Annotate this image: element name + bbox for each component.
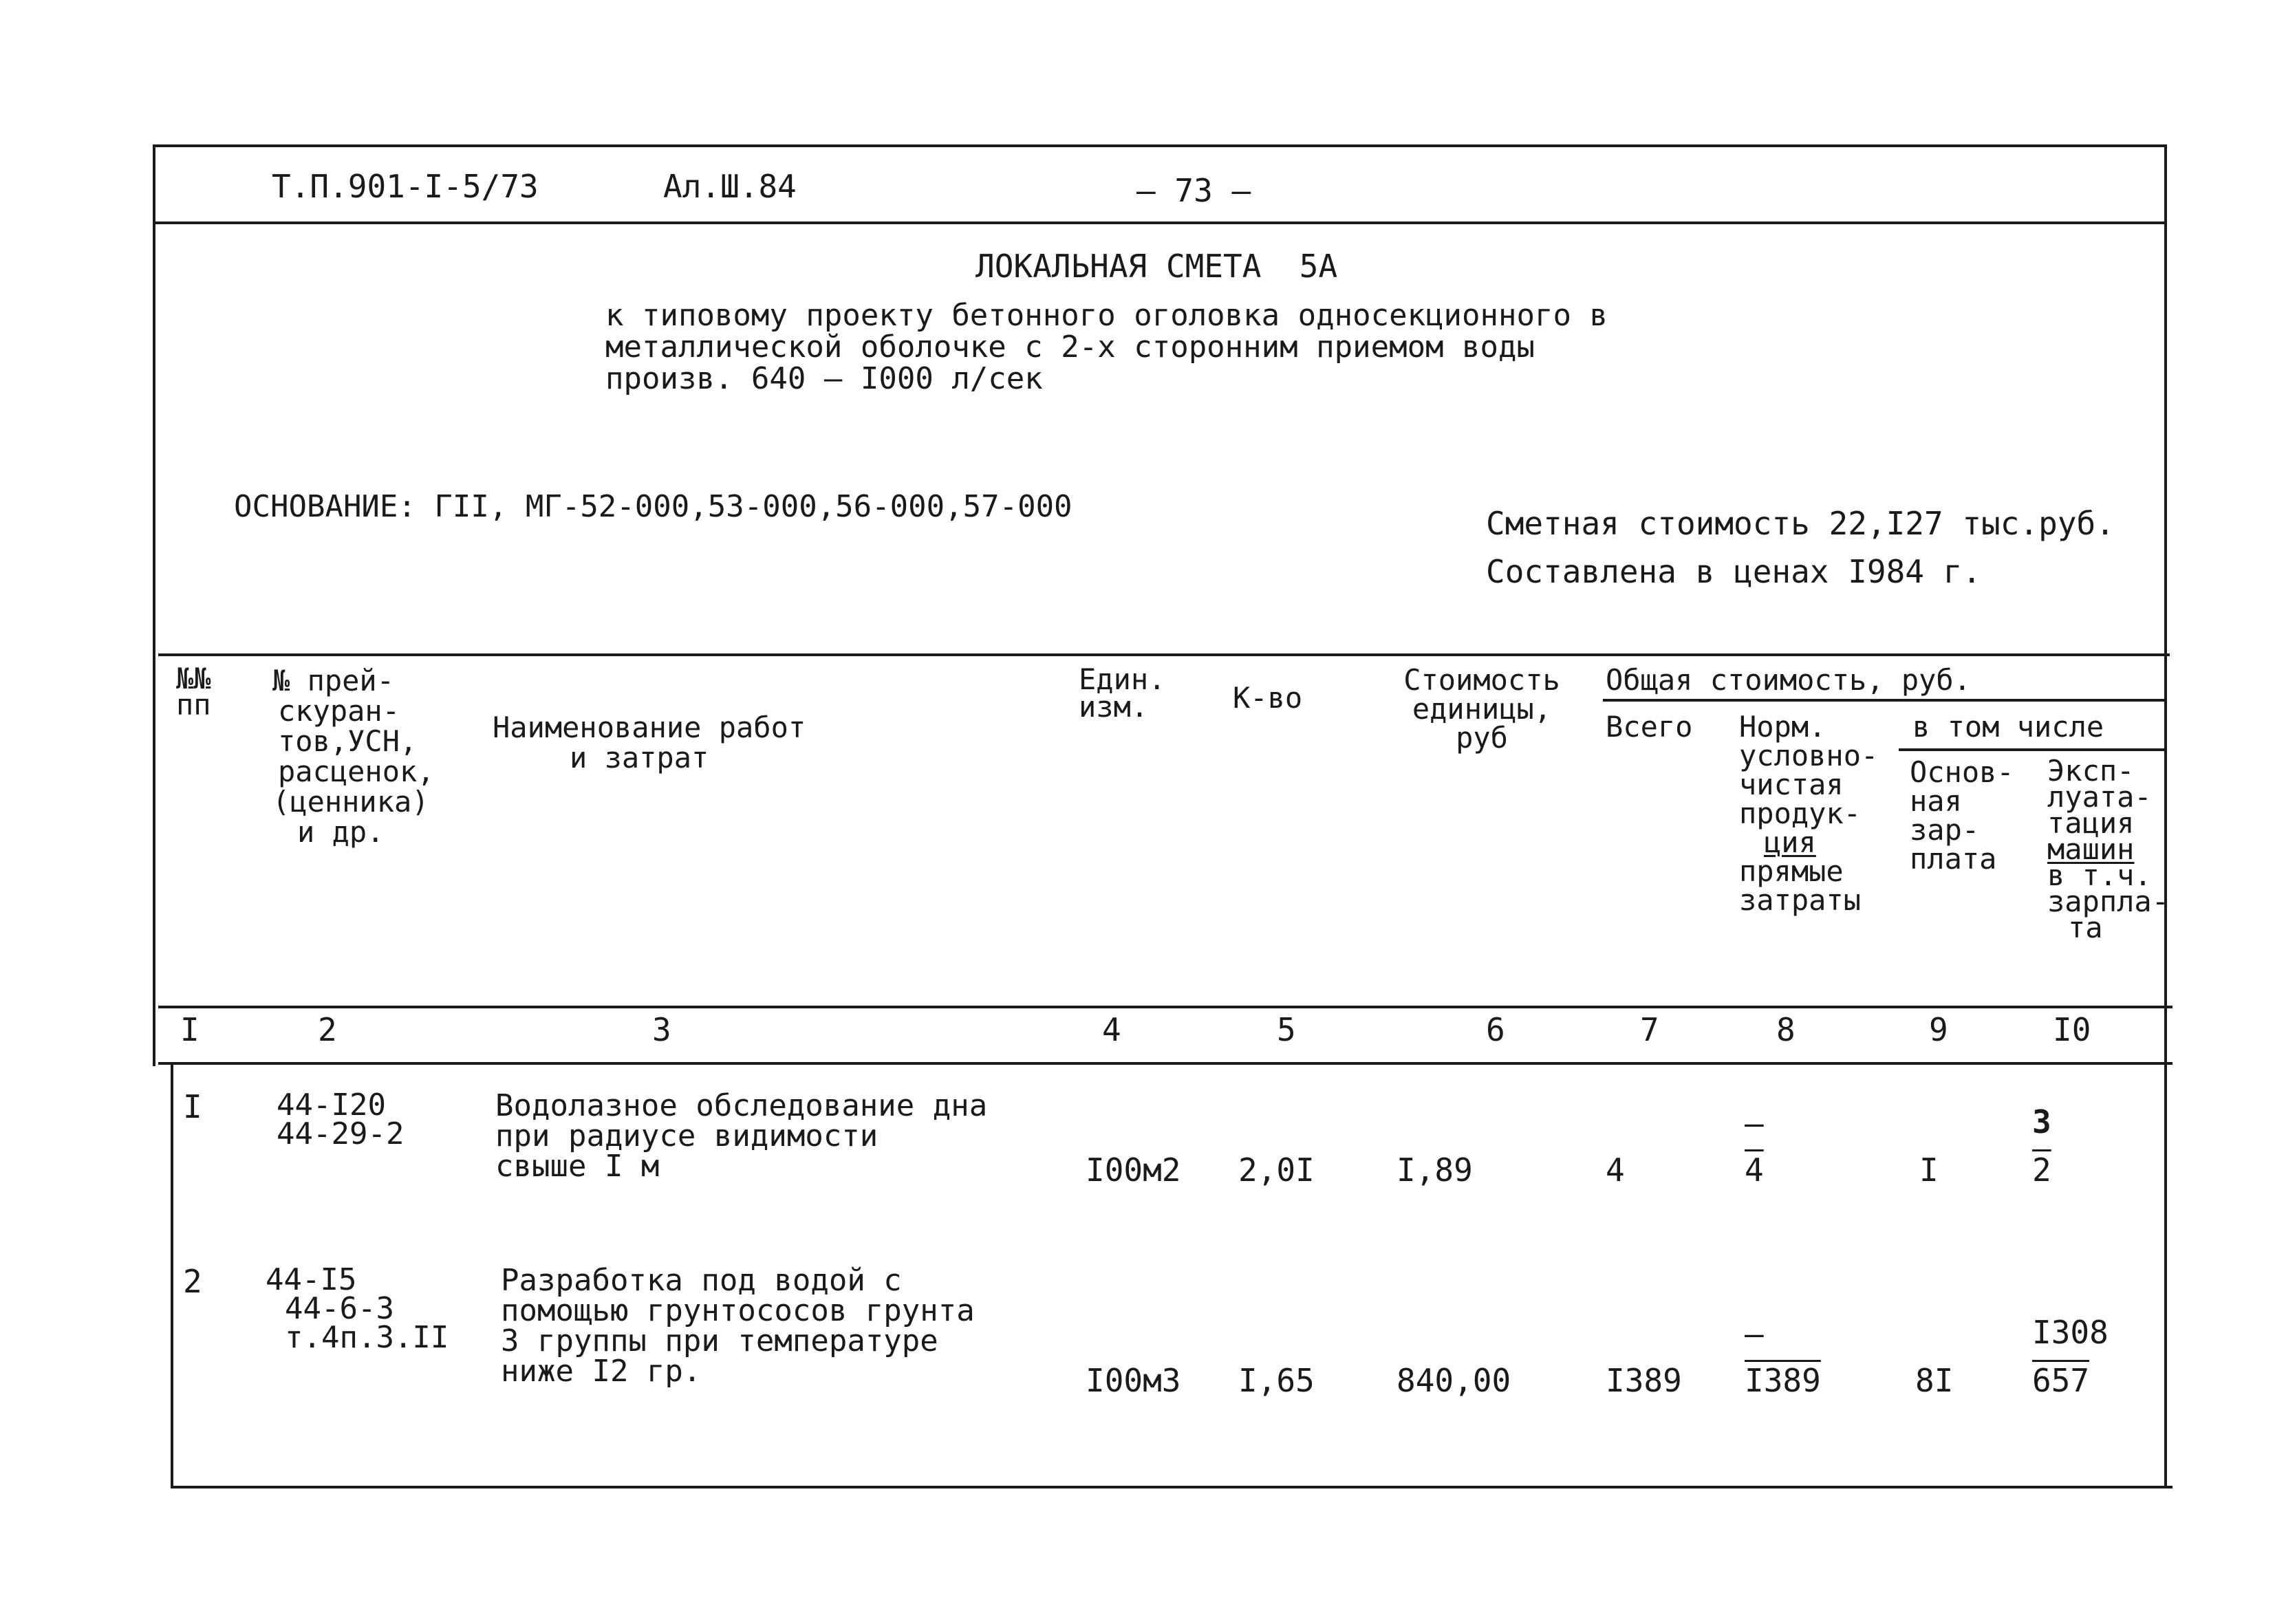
- header-col-8-line-3: чистая: [1739, 768, 1844, 801]
- row-1-code-2: 44-29-2: [277, 1116, 405, 1151]
- frame-bottom-line: [171, 1486, 2172, 1488]
- header-col-2: [272, 666, 435, 847]
- row-2-no: 2: [183, 1263, 202, 1300]
- header-col-10-line-3: тация: [2047, 806, 2135, 840]
- header-col-9-line-4: плата: [1910, 842, 1997, 876]
- row-1-description: [495, 1088, 988, 1184]
- header-col-8-line-1: Норм.: [1739, 710, 1826, 744]
- row-1-description-line-1: Водолазное обследование дна: [495, 1088, 988, 1123]
- frame-header-line: [153, 221, 2167, 224]
- header-col-7: Всего: [1606, 710, 1693, 744]
- row-2-description-line-3: 3 группы при температуре: [501, 1323, 938, 1358]
- row-1-total: 4: [1606, 1151, 1625, 1189]
- header-col-10: [2047, 754, 2170, 944]
- header-col-4-line-1: Един.: [1079, 662, 1166, 696]
- header-col-1: [176, 662, 211, 722]
- row-2-wages: 8I: [1915, 1362, 1954, 1399]
- total-group-line: [1603, 699, 2167, 702]
- row-1-code-1: 44-I20: [277, 1087, 386, 1123]
- header-incl-group: в том числе: [1912, 710, 2104, 744]
- row-2-codes: [266, 1262, 449, 1355]
- album-number: Ал.Ш.84: [663, 168, 797, 205]
- header-col-8-line-2: условно-: [1739, 739, 1879, 772]
- row-1-unit-cost: I,89: [1397, 1151, 1473, 1189]
- header-col-9-line-3: зар-: [1910, 813, 1980, 847]
- row-2-norm-bottom: I389: [1745, 1362, 1821, 1399]
- header-col-6: [1386, 663, 1578, 755]
- row-2-description: [501, 1263, 975, 1389]
- header-col-8-line-7: затраты: [1739, 883, 1862, 917]
- header-col-4-line-2: изм.: [1079, 690, 1149, 724]
- column-number-1: I: [180, 1011, 200, 1048]
- header-col-9-line-1: Основ-: [1910, 755, 2014, 789]
- frame-left-lower-line: [171, 1062, 173, 1488]
- header-col-10-line-7: та: [2068, 911, 2103, 944]
- header-col-6-line-1: Стоимость: [1403, 663, 1560, 697]
- column-number-4: 4: [1102, 1011, 1121, 1048]
- column-number-2: 2: [318, 1011, 337, 1048]
- row-1-codes: [277, 1087, 405, 1151]
- row-2-code-3: т.4п.3.II: [285, 1320, 449, 1355]
- header-col-10-line-4: машин: [2047, 832, 2135, 866]
- row-2-norm-top: –: [1745, 1315, 1764, 1352]
- header-col-8-line-4: продук-: [1739, 797, 1862, 830]
- column-number-7: 7: [1640, 1011, 1659, 1048]
- header-total-group: Общая стоимость, руб.: [1606, 663, 1972, 697]
- row-2-machines-bottom: 657: [2032, 1362, 2090, 1399]
- header-col-3-line-2: и затрат: [570, 741, 709, 775]
- row-1-machines-top: 3: [2032, 1103, 2051, 1140]
- header-col-6-line-3: руб: [1456, 721, 1508, 755]
- header-col-5: К-во: [1233, 681, 1303, 715]
- column-number-5: 5: [1277, 1011, 1296, 1048]
- header-col-10-line-5: в т.ч.: [2047, 858, 2152, 892]
- header-col-2-line-2: скуран-: [278, 694, 400, 728]
- header-col-1-line-2: пп: [176, 688, 211, 722]
- estimated-cost: Сметная стоимость 22,I27 тыс.руб.: [1486, 505, 2115, 542]
- header-col-2-line-1: № прей-: [272, 664, 395, 697]
- header-col-6-line-2: единицы,: [1412, 692, 1552, 726]
- header-col-8: [1739, 710, 1879, 917]
- row-2-description-line-1: Разработка под водой с: [501, 1263, 902, 1298]
- row-1-description-line-3: свыше I м: [495, 1149, 660, 1184]
- row-2-code-2: 44-6-3: [285, 1291, 394, 1326]
- table-top-line: [158, 653, 2170, 656]
- header-col-10-line-2: луата-: [2047, 780, 2152, 814]
- header-col-4: [1079, 662, 1166, 724]
- header-col-3-line-1: Наименование работ: [493, 711, 806, 744]
- header-col-3: [493, 713, 806, 773]
- row-1-wages: I: [1919, 1151, 1939, 1189]
- header-col-10-line-6: зарпла-: [2047, 885, 2170, 918]
- row-1-qty: 2,0I: [1238, 1151, 1315, 1189]
- column-number-8: 8: [1776, 1011, 1796, 1048]
- header-col-9-line-2: ная: [1910, 784, 1962, 818]
- row-2-unit: I00м3: [1086, 1362, 1181, 1399]
- column-number-3: 3: [652, 1011, 671, 1048]
- basis-line: ОСНОВАНИЕ: ГII, МГ-52-000,53-000,56-000,57-000: [234, 489, 1072, 524]
- row-2-code-1: 44-I5: [266, 1262, 357, 1297]
- header-col-1-line-1: №№: [176, 662, 211, 695]
- header-col-2-line-5: (ценника): [272, 785, 429, 819]
- row-2-description-line-2: помощью грунтососов грунта: [501, 1293, 975, 1328]
- column-number-9: 9: [1929, 1011, 1948, 1048]
- row-1-no: I: [183, 1088, 202, 1125]
- header-col-10-line-1: Эксп-: [2047, 754, 2135, 788]
- header-col-8-line-6: прямые: [1739, 854, 1844, 888]
- incl-group-line: [1899, 748, 2167, 751]
- column-numbers-bottom-line: [158, 1062, 2172, 1065]
- header-col-2-line-3: тов,УСН,: [278, 724, 418, 758]
- project-description-line-1: к типовому проекту бетонного оголовка односекционного в: [605, 298, 1608, 333]
- estimate-title: ЛОКАЛЬНАЯ СМЕТА 5А: [975, 248, 1338, 285]
- project-description-line-3: произв. 640 – I000 л/сек: [605, 361, 1043, 396]
- row-2-machines-top: I308: [2032, 1314, 2109, 1351]
- doc-code: Т.П.901-I-5/73: [272, 168, 539, 205]
- row-2-qty: I,65: [1238, 1362, 1315, 1399]
- project-description: [605, 300, 1608, 395]
- row-1-unit: I00м2: [1086, 1151, 1181, 1189]
- header-col-2-line-6: и др.: [297, 815, 385, 849]
- row-1-description-line-2: при радиусе видимости: [495, 1118, 878, 1154]
- column-numbers-top-line: [158, 1006, 2172, 1008]
- row-1-machines-bottom: 2: [2032, 1151, 2051, 1189]
- row-2-unit-cost: 840,00: [1397, 1362, 1511, 1399]
- row-1-norm-top: –: [1745, 1105, 1764, 1142]
- page-number: – 73 –: [1136, 172, 1251, 209]
- header-col-9: [1910, 755, 2014, 876]
- frame-top-line: [153, 144, 2167, 147]
- column-number-6: 6: [1486, 1011, 1505, 1048]
- frame-left-line: [153, 144, 155, 1066]
- project-description-line-2: металлической оболочке с 2-х сторонним приемом воды: [605, 329, 1535, 365]
- row-2-description-line-4: ниже I2 гр.: [501, 1354, 702, 1389]
- header-col-2-line-4: расценок,: [278, 755, 435, 788]
- price-level: Составлена в ценах I984 г.: [1486, 553, 1982, 590]
- header-col-8-line-5: ция: [1764, 825, 1816, 859]
- column-number-10: I0: [2053, 1011, 2091, 1048]
- row-1-norm-bottom: 4: [1745, 1151, 1764, 1189]
- row-2-total: I389: [1606, 1362, 1682, 1399]
